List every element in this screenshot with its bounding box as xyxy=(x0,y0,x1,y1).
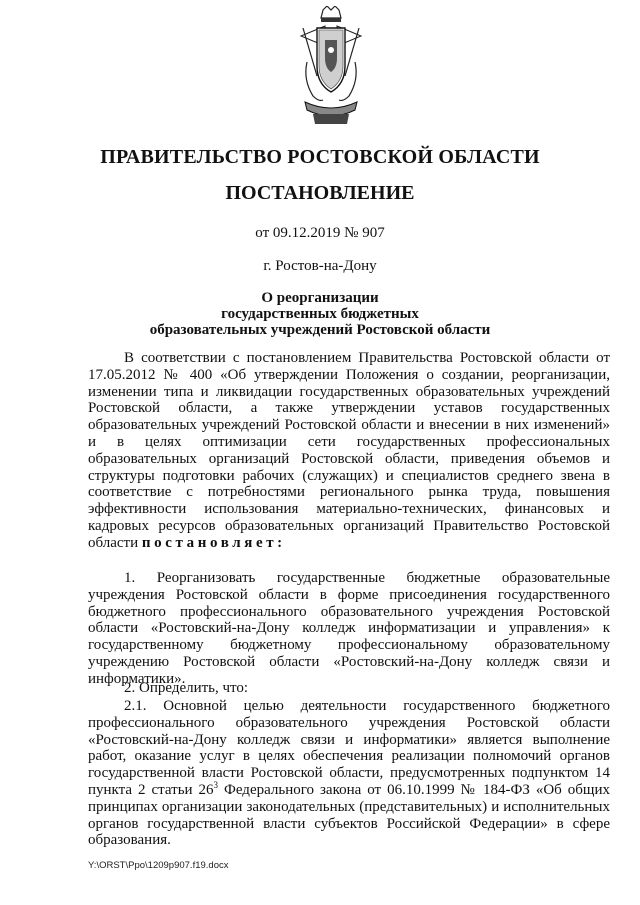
subject-line-2: государственных бюджетных xyxy=(221,306,419,322)
item-2-text: 2. Определить, что: xyxy=(124,680,249,696)
preamble-paragraph xyxy=(88,350,610,552)
document-type: ПОСТАНОВЛЕНИЕ xyxy=(225,182,415,204)
date-number: от 09.12.2019 № 907 xyxy=(255,225,385,241)
item-2-1-text-start: 2.1. Основной целью деятельности государственного бюджетного профессионального образовательного учреждения Ростовской области «Ростовский-на-Дону колледж связи и информатики» является выполнение работ, оказание услуг в целях обеспечения реализации полномочий органов государственной власти Ростовской области, предусмотренных подпунктом 14 пункта 2 статьи 26 xyxy=(88,698,610,798)
preamble-text: В соответствии с постановлением Правительства Ростовской области от 17.05.2012 № 400 «Об утверждении Положения о создании, реорганизации, изменении типа и ликвидации государственных образовательных учреждений Ростовской области, а также утверждении уставов государственных образовательных учреждений Ростовской области и внесении в них изменений» и в целях оптимизации сети государственных профессиональных образовательных организаций Ростовской области, приведения объемов и структуры подготовки рабочих (служащих) и специалистов среднего звена в соответствие с потребностями регионального рынка труда, повышения эффективности использования материально-технических, финансовых и кадровых ресурсов образовательных организаций Правительство Ростовской области xyxy=(88,350,610,551)
coat-of-arms-emblem xyxy=(295,6,367,128)
item-2-1-superscript: 3 xyxy=(213,779,219,790)
item-1-paragraph xyxy=(88,570,610,688)
resolves-word: постановляет: xyxy=(141,534,286,551)
government-name: ПРАВИТЕЛЬСТВО РОСТОВСКОЙ ОБЛАСТИ xyxy=(100,146,540,168)
subject-line-1: О реорганизации xyxy=(261,290,379,306)
city: г. Ростов-на-Дону xyxy=(263,258,377,274)
item-2-paragraph xyxy=(88,680,610,697)
item-2-1-text-end: Федерального закона от 06.10.1999 № 184-ФЗ «Об общих принципах организации законодательных (представительных) и исполнительных органов государственной власти субъектов Российской Федерации» в сфере образования. xyxy=(88,781,610,849)
item-2-1-paragraph xyxy=(88,698,610,849)
file-path-footer: Y:\ORST\Ppo\1209p907.f19.docx xyxy=(88,860,229,871)
subject-title xyxy=(0,290,640,338)
subject-line-3: образовательных учреждений Ростовской области xyxy=(149,322,491,338)
item-1-text: 1. Реорганизовать государственные бюджетные образовательные учреждения Ростовской области в форме присоединения государственного бюджетного профессионального образовательного учреждения Ростовской области «Ростовский-на-Дону колледж информатизации и управления» к государственному бюджетному профессиональному образовательному учреждению Ростовской области «Ростовский-на-Дону колледж связи и информатики». xyxy=(88,570,610,687)
